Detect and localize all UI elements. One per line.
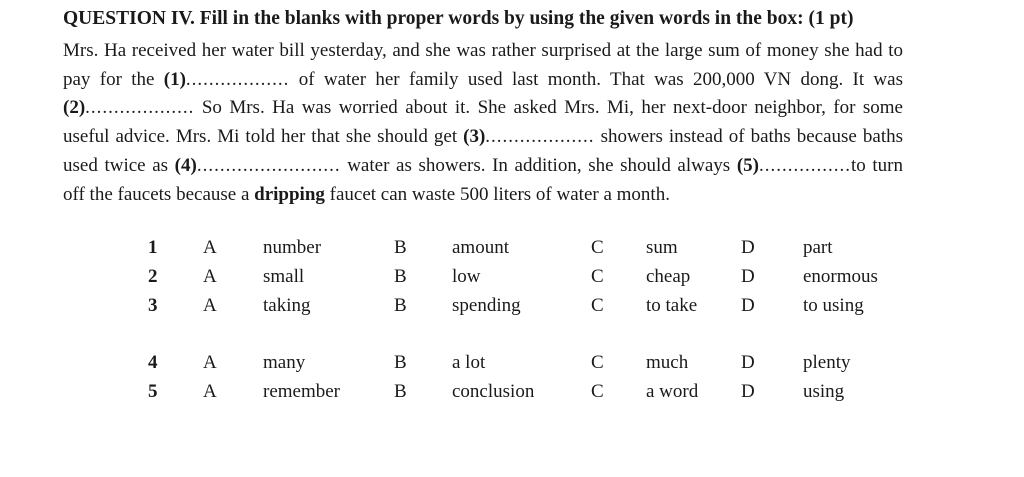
blank-2: ................... — [85, 97, 195, 119]
blank-marker-1: (1) — [163, 68, 186, 90]
blank-1: .................. — [185, 68, 290, 90]
option-number: 5 — [148, 381, 158, 402]
option-a-label: A — [203, 352, 217, 373]
passage-text: to turn off the faucets because a — [63, 154, 903, 205]
option-c-label: C — [591, 381, 604, 402]
option-d-label: D — [741, 295, 755, 316]
option-c-label: C — [591, 352, 604, 373]
emphasized-word: dripping — [254, 183, 325, 205]
option-c-text: sum — [646, 237, 678, 258]
option-d-text: enormous — [803, 266, 878, 287]
option-d-text: part — [803, 237, 833, 258]
option-b-text: a lot — [452, 352, 486, 373]
option-a-text: number — [263, 237, 322, 258]
option-b-text: low — [452, 266, 481, 287]
passage-text: So Mrs. Ha was worried about it. She asked Mrs. Mi, her next-door neighbor, for some useful advice. Mrs. Mi told her that she should get — [63, 97, 903, 148]
option-a-label: A — [203, 237, 217, 258]
option-d-label: D — [741, 266, 755, 287]
option-b-text: amount — [452, 237, 509, 258]
passage-text: faucet can waste 500 liters of water a month. — [324, 183, 670, 205]
question-instruction: . Fill in the blanks with proper words by using the given words in the box: (1 pt) — [189, 8, 854, 29]
option-number: 3 — [148, 295, 158, 316]
option-a-label: A — [203, 381, 217, 402]
option-d-text: to using — [803, 295, 864, 316]
option-a-text: small — [263, 266, 305, 287]
option-a-text: many — [263, 352, 306, 373]
option-number: 1 — [148, 237, 158, 258]
option-b-label: B — [394, 237, 407, 258]
option-a-text: remember — [263, 381, 341, 402]
option-c-label: C — [591, 295, 604, 316]
option-b-label: B — [394, 352, 407, 373]
option-d-label: D — [741, 237, 755, 258]
blank-marker-2: (2) — [63, 97, 86, 119]
passage-text: of water her family used last month. That was 200,000 VN dong. It was — [289, 68, 903, 90]
option-b-label: B — [394, 381, 407, 402]
passage — [63, 37, 903, 209]
option-d-label: D — [741, 381, 755, 402]
passage-text: water as showers. In addition, she should always — [340, 154, 737, 176]
blank-marker-3: (3) — [463, 126, 486, 148]
option-c-text: a word — [646, 381, 699, 402]
passage-text: showers instead of baths because baths used twice as — [63, 126, 903, 176]
blank-5: ................ — [758, 154, 851, 176]
option-a-label: A — [203, 266, 217, 287]
option-a-label: A — [203, 295, 217, 316]
passage-text: Mrs. Ha received her water bill yesterday, and she was rather surprised at the large sum of money she had to pay for the — [63, 40, 903, 90]
option-b-text: conclusion — [452, 381, 535, 402]
option-number: 2 — [148, 266, 158, 287]
option-b-label: B — [394, 266, 407, 287]
question-heading — [63, 8, 853, 30]
option-d-label: D — [741, 352, 755, 373]
option-c-text: to take — [646, 295, 698, 316]
blank-3: ................... — [485, 126, 595, 148]
option-c-label: C — [591, 266, 604, 287]
option-b-label: B — [394, 295, 407, 316]
blank-marker-5: (5) — [736, 154, 759, 176]
option-d-text: plenty — [803, 352, 851, 373]
option-a-text: taking — [263, 295, 311, 316]
option-c-text: much — [646, 352, 689, 373]
question-label: QUESTION IV — [63, 8, 190, 29]
option-number: 4 — [148, 352, 158, 373]
option-b-text: spending — [452, 295, 521, 316]
blank-marker-4: (4) — [174, 154, 197, 176]
option-c-text: cheap — [646, 266, 691, 287]
option-c-label: C — [591, 237, 604, 258]
option-d-text: using — [803, 381, 845, 402]
blank-4: ......................... — [196, 154, 341, 176]
